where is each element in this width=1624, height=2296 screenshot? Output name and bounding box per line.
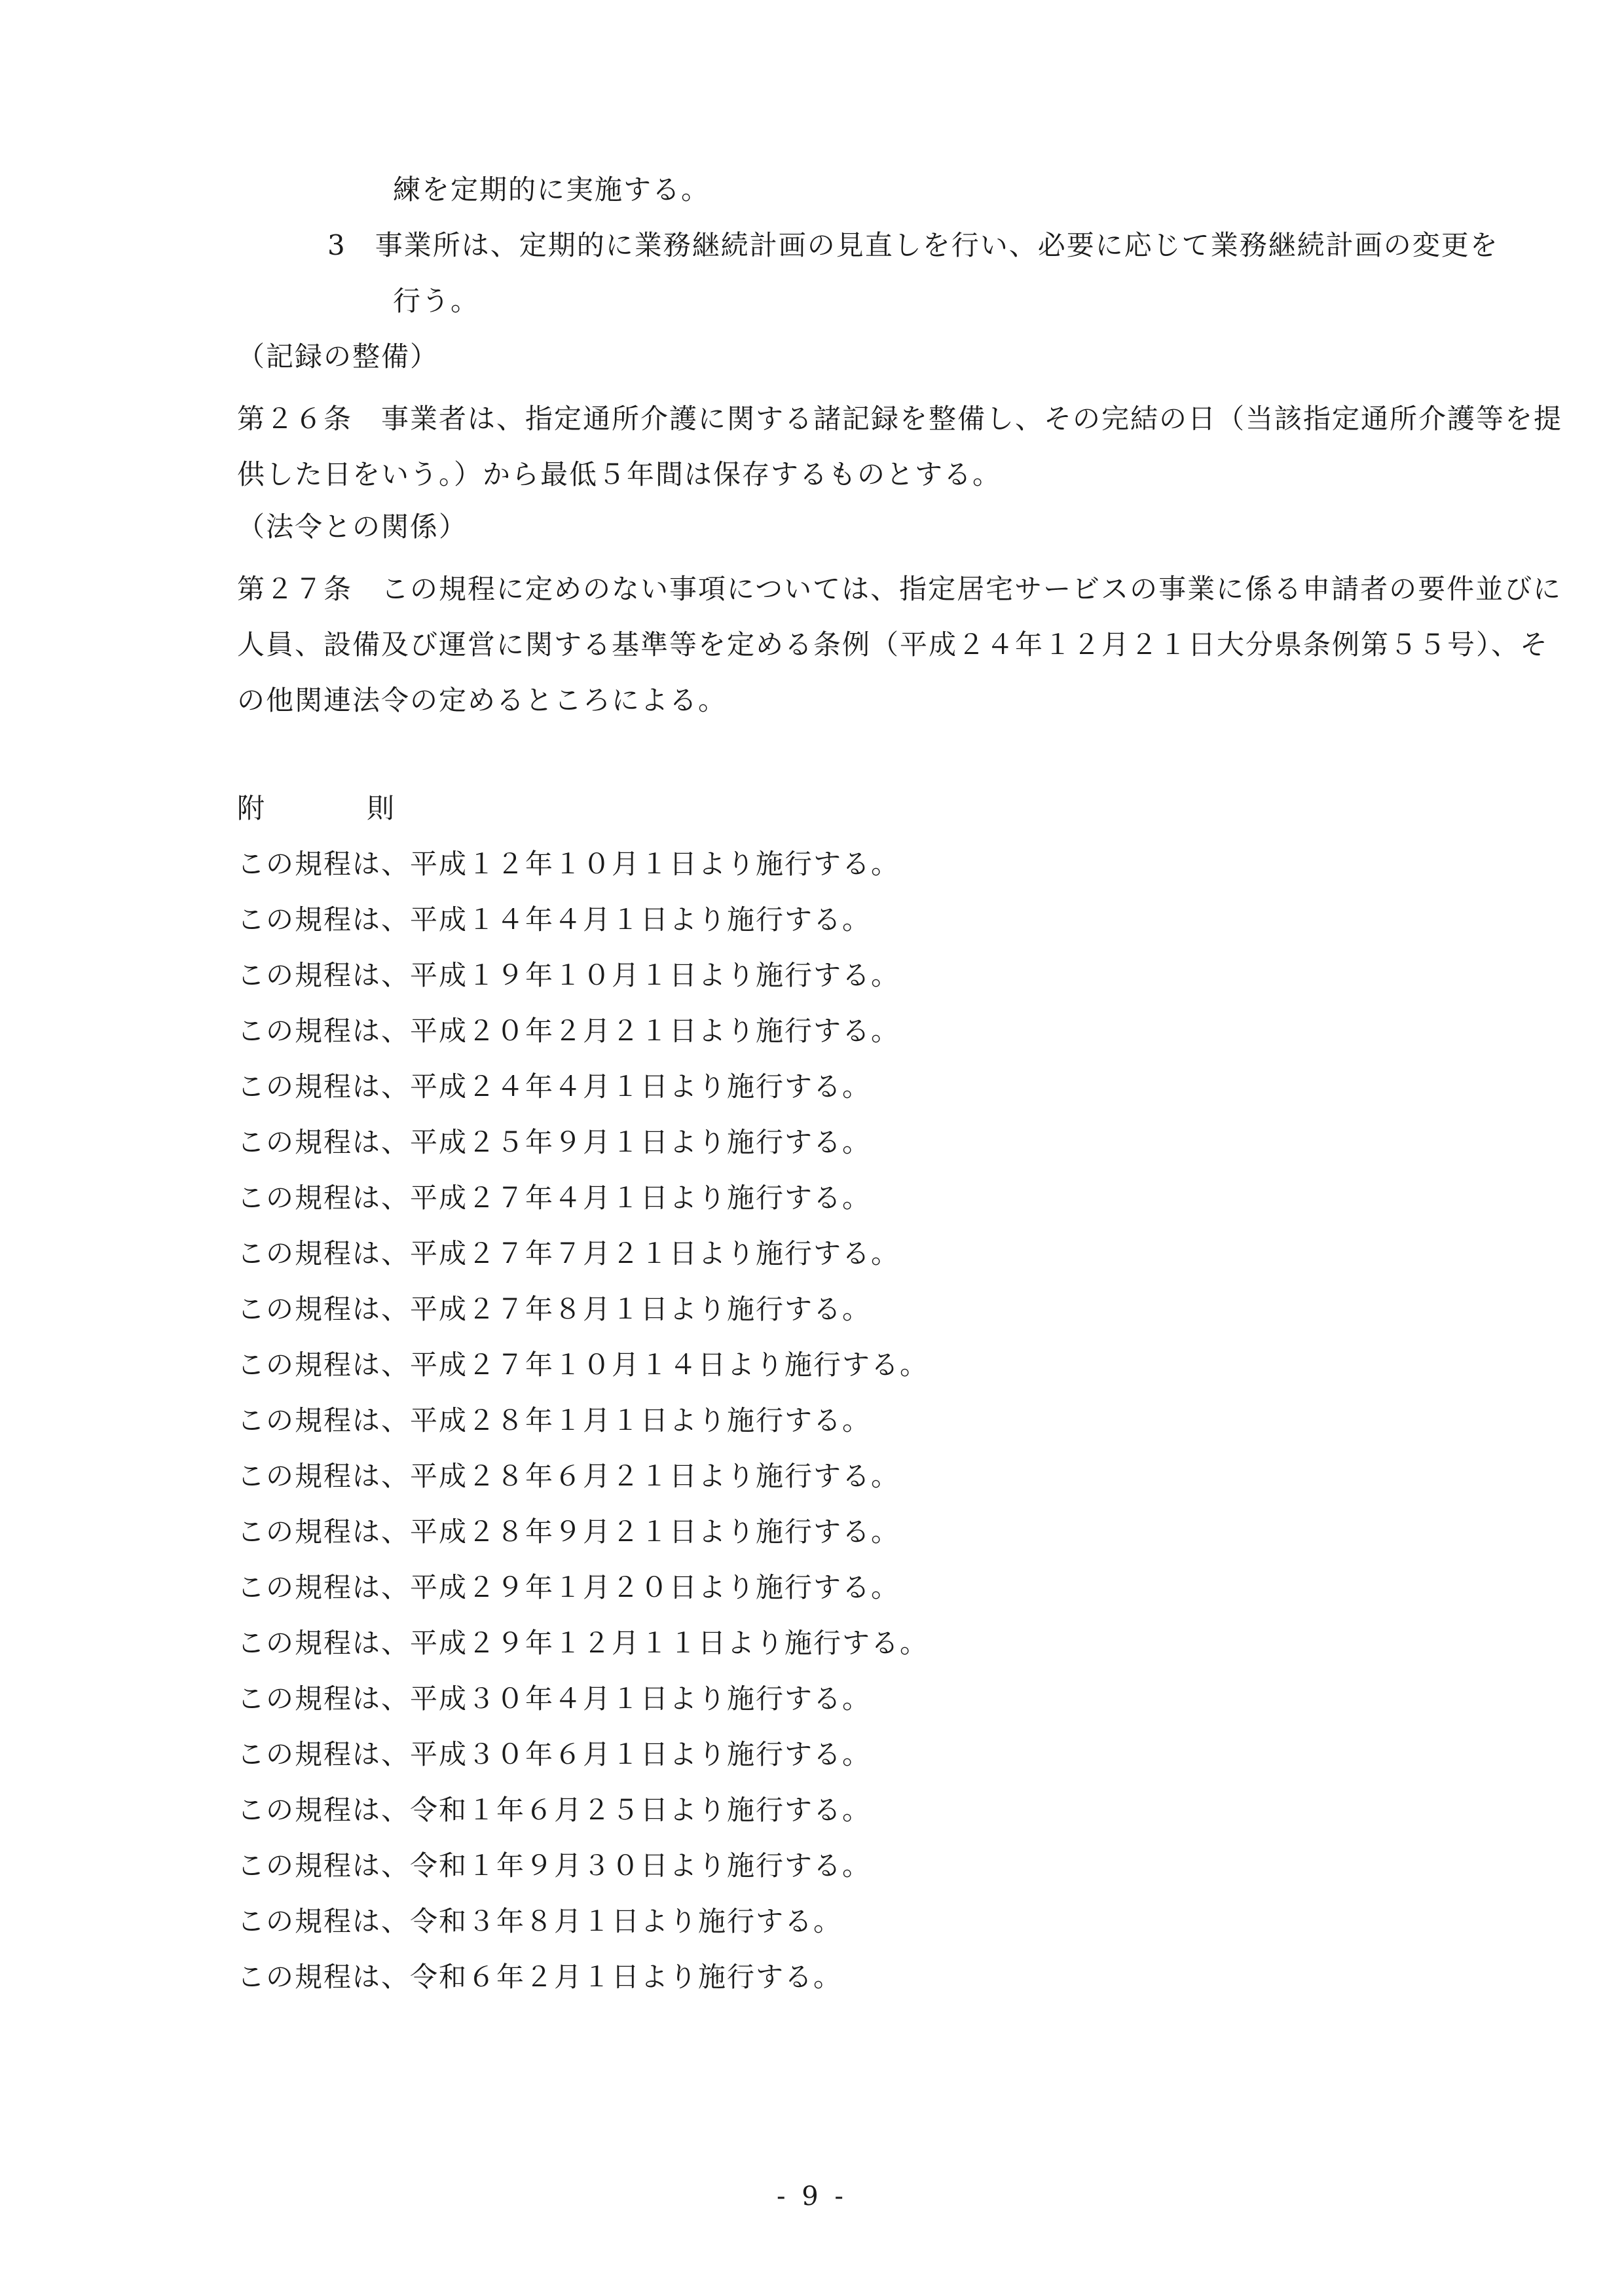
supplementary-entry: この規程は、令和１年６月２５日より施行する。	[237, 1794, 872, 1826]
supplementary-entry: この規程は、平成２０年２月２１日より施行する。	[237, 1015, 900, 1047]
supplementary-entry: この規程は、平成２８年９月２１日より施行する。	[237, 1516, 900, 1548]
supplementary-entry: この規程は、令和３年８月１日より施行する。	[237, 1905, 843, 1937]
supplementary-entry: この規程は、平成２７年４月１日より施行する。	[237, 1182, 872, 1214]
article27-line2: 人員、設備及び運営に関する基準等を定める条例（平成２４年１２月２１日大分県条例第５５号）、そ	[237, 629, 1549, 661]
supplementary-entry: この規程は、平成２４年４月１日より施行する。	[237, 1070, 872, 1102]
supplementary-entry: この規程は、平成３０年４月１日より施行する。	[237, 1683, 872, 1715]
supplementary-entry: この規程は、平成１２年１０月１日より施行する。	[237, 848, 900, 880]
supplementary-entry: この規程は、平成１９年１０月１日より施行する。	[237, 959, 900, 991]
article27-line1: 第２７条 この規程に定めのない事項については、指定居宅サービスの事業に係る申請者の要件並びに	[237, 573, 1562, 605]
supplementary-entry: この規程は、令和１年９月３０日より施行する。	[237, 1850, 872, 1882]
article26-line1: 第２６条 事業者は、指定通所介護に関する諸記録を整備し、その完結の日（当該指定通所介護等を提	[237, 403, 1563, 435]
supplementary-entry: この規程は、平成３０年６月１日より施行する。	[237, 1738, 872, 1770]
supplementary-entry: この規程は、平成２８年６月２１日より施行する。	[237, 1460, 900, 1492]
supplementary-entry: この規程は、平成２５年９月１日より施行する。	[237, 1126, 872, 1158]
supplementary-entry: この規程は、平成２７年８月１日より施行する。	[237, 1293, 872, 1325]
supplementary-list	[237, 845, 929, 2013]
page-number: - 9 -	[777, 2181, 847, 2212]
article25-item3-line1: 3 事業所は、定期的に業務継続計画の見直しを行い、必要に応じて業務継続計画の変更を	[327, 229, 1499, 261]
supplementary-entry: この規程は、平成２９年１２月１１日より施行する。	[237, 1627, 929, 1659]
supplementary-title-part2: 則	[366, 792, 394, 824]
article27-line3: の他関連法令の定めるところによる。	[237, 684, 728, 716]
article25-item3-line2: 行う。	[393, 285, 480, 317]
supplementary-entry: この規程は、平成２８年１月１日より施行する。	[237, 1404, 872, 1436]
supplementary-title	[237, 789, 394, 828]
supplementary-title-part1: 附	[237, 792, 265, 824]
article26-heading: （記録の整備）	[237, 340, 439, 373]
supplementary-entry: この規程は、平成１４年４月１日より施行する。	[237, 903, 872, 936]
supplementary-entry: この規程は、平成２７年７月２１日より施行する。	[237, 1237, 900, 1269]
supplementary-entry: この規程は、令和６年２月１日より施行する。	[237, 1961, 843, 1993]
article27-heading: （法令との関係）	[237, 511, 468, 543]
supplementary-entry: この規程は、平成２９年１月２０日より施行する。	[237, 1571, 900, 1603]
article25-line1: 練を定期的に実施する。	[393, 173, 710, 206]
supplementary-entry: この規程は、平成２７年１０月１４日より施行する。	[237, 1349, 929, 1381]
article26-line2: 供した日をいう。）から最低５年間は保存するものとする。	[237, 458, 1002, 490]
